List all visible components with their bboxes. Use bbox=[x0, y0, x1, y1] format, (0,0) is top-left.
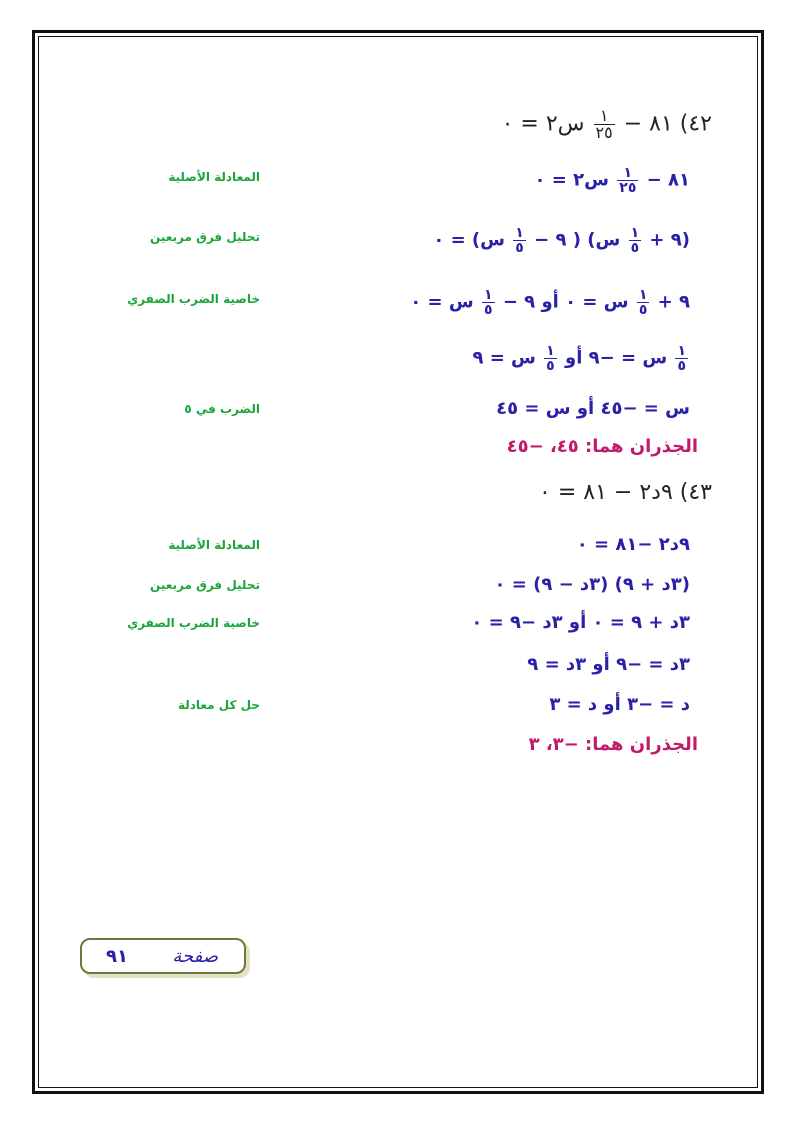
equation: ٨١ − $\frac{١}{٢٥}$ س٢ = ٠ bbox=[534, 165, 690, 196]
step-row bbox=[0, 646, 800, 686]
equation: $\frac{١}{٥}$ س = −٩ أو $\frac{١}{٥}$ س = ٩ bbox=[472, 343, 686, 374]
roots-answer: الجذران هما: −٣، ٣ bbox=[528, 734, 698, 755]
step-row bbox=[0, 604, 800, 644]
step-note: المعادلة الأصلية bbox=[168, 170, 260, 184]
fraction: $\frac{١}{٢٥}$ bbox=[619, 165, 637, 196]
step-note: حل كل معادلة bbox=[177, 698, 260, 712]
step-note: خاصية الضرب الصفري bbox=[127, 616, 260, 630]
step-row bbox=[0, 158, 800, 198]
equation: د = −٣ أو د = ٣ bbox=[549, 694, 690, 715]
answer-row bbox=[0, 428, 800, 468]
fraction: $\frac{١}{٥}$ bbox=[638, 287, 648, 318]
step-row bbox=[0, 526, 800, 566]
equation: ٩د٢ −٨١ = ٠ bbox=[576, 534, 690, 555]
equation: ٣د + ٩ = ٠ أو ٣د −٩ = ٠ bbox=[471, 612, 690, 633]
problem-42-heading-suffix: س٢ = ٠ bbox=[501, 111, 585, 137]
step-note: المعادلة الأصلية bbox=[168, 538, 260, 552]
page-label: صفحة bbox=[172, 946, 218, 967]
fraction: $\frac{١}{٢٥}$ bbox=[595, 106, 613, 142]
equation: ٩ + $\frac{١}{٥}$ س = ٠ أو ٩ − $\frac{١}{٥}$ س = ٠ bbox=[410, 287, 690, 318]
fraction: $\frac{١}{٥}$ bbox=[515, 225, 524, 256]
step-note: الضرب في ٥ bbox=[184, 402, 260, 416]
fraction: $\frac{١}{٥}$ bbox=[630, 225, 640, 256]
equation: س = −٤٥ أو س = ٤٥ bbox=[496, 398, 690, 419]
problem-42-heading bbox=[0, 104, 800, 144]
equation: (٣د + ٩) (٣د − ٩) = ٠ bbox=[494, 574, 690, 595]
step-note: تحليل فرق مربعين bbox=[150, 578, 260, 592]
step-row bbox=[0, 280, 800, 320]
page-number: ٩١ bbox=[106, 946, 128, 967]
fraction: $\frac{١}{٥}$ bbox=[546, 343, 555, 374]
step-note: تحليل فرق مربعين bbox=[150, 230, 260, 244]
step-row bbox=[0, 566, 800, 606]
step-row bbox=[0, 218, 800, 258]
equation: ٣د = −٩ أو ٣د = ٩ bbox=[527, 654, 690, 675]
problem-43-heading bbox=[0, 476, 800, 516]
step-row bbox=[0, 686, 800, 726]
step-note: خاصية الضرب الصفري bbox=[127, 292, 260, 306]
answer-row bbox=[0, 726, 800, 766]
problem-42-heading-prefix: ٤٢) ٨١ − bbox=[623, 111, 712, 137]
step-row bbox=[0, 390, 800, 430]
fraction: $\frac{١}{٥}$ bbox=[483, 287, 493, 318]
roots-answer: الجذران هما: ٤٥، −٤٥ bbox=[506, 436, 698, 457]
fraction: $\frac{١}{٥}$ bbox=[677, 343, 686, 374]
step-row bbox=[0, 336, 800, 376]
page-number-box bbox=[80, 938, 246, 974]
problem-43-heading-text: ٤٣) ٩د٢ − ٨١ = ٠ bbox=[539, 480, 712, 505]
equation: (٩ + $\frac{١}{٥}$ س) ( ٩ − $\frac{١}{٥}$ س) = ٠ bbox=[433, 225, 690, 256]
